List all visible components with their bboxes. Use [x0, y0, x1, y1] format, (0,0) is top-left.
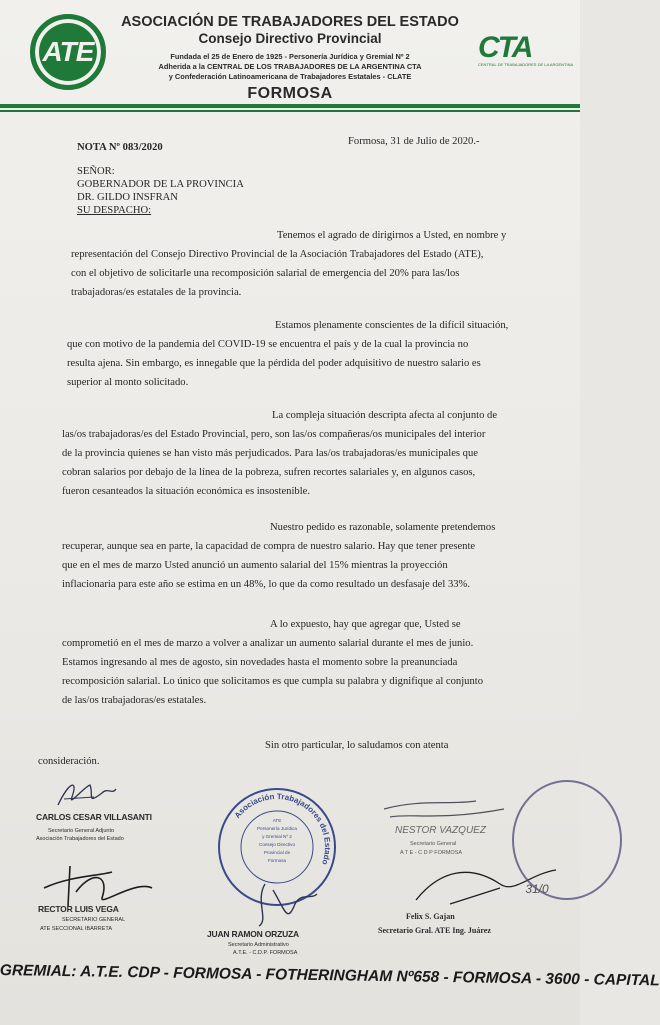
header-rule-thin — [0, 110, 580, 112]
salutation: SEÑOR: — [77, 166, 115, 177]
paragraph-1-line: representación del Consejo Directivo Provincial de la Asociación Trabajadores del Estado (ATE), — [71, 249, 484, 260]
paragraph-3-line: de la provincia quienes se han visto más perjudicados. Para las/os trabajadoras/es municipales que — [62, 448, 478, 459]
paragraph-5-line: comprometió en el mes de marzo a volver a analizar un aumento salarial durante el mes de junio. — [62, 638, 474, 649]
signature-scribble-4 — [225, 880, 325, 930]
stamp-line: Consejo Directivo — [259, 842, 295, 847]
paragraph-2-line: que con motivo de la pandemia del COVID-19 se encuentra el país y de la cual la provincia no — [67, 339, 469, 350]
paragraph-5-line: recomposición salarial. Lo único que solicitamos es que cumpla su palabra y dignifique al conjunto — [62, 676, 483, 687]
signer-1-role: Secretario General Adjunto — [48, 828, 115, 834]
closing-end: consideración. — [38, 756, 100, 767]
recipient-office: SU DESPACHO: — [77, 205, 152, 216]
paragraph-1-line: Tenemos el agrado de dirigirnos a Usted, en nombre y — [277, 230, 507, 241]
paragraph-5-line: de las/os trabajadoras/es estatales. — [62, 695, 207, 706]
paragraph-1-line: con el objetivo de solicitarle una recomposición salarial de emergencia del 20% para las/los — [71, 268, 460, 279]
signer-1-name: CARLOS CESAR VILLASANTI — [36, 812, 152, 822]
paragraph-5-line: A lo expuesto, hay que agregar que, Usted se — [270, 619, 461, 630]
stamp-ring-label: Asociación Trabajadores del Estado — [232, 791, 333, 866]
recipient-name: DR. GILDO INSFRAN — [77, 192, 178, 203]
signer-3-role: SECRETARIO GENERAL — [62, 917, 126, 923]
council-name: Consejo Directivo Provincial — [198, 31, 382, 46]
header-rule-thick — [0, 104, 580, 108]
paragraph-2-line: Estamos plenamente conscientes de la difícil situación, — [275, 320, 509, 331]
stamp-line: y Gremial Nº 2 — [262, 834, 292, 839]
signer-4-role: Secretario Administrativo — [228, 942, 289, 948]
founded-line: Fundada el 25 de Enero de 1925 - Personería Jurídica y Gremial Nº 2 — [170, 52, 410, 61]
signer-1-org: Asociación Trabajadores del Estado — [36, 836, 124, 842]
cta-logo — [478, 31, 574, 74]
organization-name: ASOCIACIÓN DE TRABAJADORES DEL ESTADO — [121, 14, 459, 30]
cta-logo-subtitle: CENTRAL DE TRABAJADORES DE LA ARGENTINA — [478, 62, 574, 67]
stamp-line: Formosa — [267, 858, 287, 863]
signer-3-name: RECTOR LUIS VEGA — [38, 904, 119, 914]
paragraph-4-line: recuperar, aunque sea en parte, la capacidad de compra de nuestro salario. Hay que tener presente — [62, 541, 476, 552]
paragraph-2-line: resulta ajena. Sin embargo, es innegable que la pérdida del poder adquisitivo de nuestro salario es — [67, 358, 481, 369]
signature-scribble-2 — [380, 795, 510, 829]
signer-2-role: Secretario General — [410, 841, 457, 847]
paragraph-3-line: La compleja situación descripta afecta al conjunto de — [272, 410, 498, 421]
city-title: FORMOSA — [247, 85, 333, 102]
paragraph-4-line: Nuestro pedido es razonable, solamente pretendemos — [270, 522, 496, 533]
stamp-line: ATE — [272, 818, 282, 823]
secondary-stamp — [512, 780, 622, 900]
signature-scribble-1 — [50, 775, 120, 813]
signer-2-name: NESTOR VAZQUEZ — [395, 825, 486, 836]
footer-address: GREMIAL: A.T.E. CDP - FORMOSA - FOTHERINGHAM Nº658 - FORMOSA - 3600 - CAPITAL — [0, 962, 660, 990]
ate-logo — [30, 14, 106, 90]
affiliation-line: Adherida a la CENTRAL DE LOS TRABAJADORES DE LA ARGENTINA CTA — [158, 62, 422, 71]
confederation-line: y Confederación Latinoamericana de Trabajadores Estatales - CLATE — [168, 72, 412, 81]
paragraph-3-line: las/os trabajadoras/es del Estado Provincial, pero, son las/os compañeras/os municipales del interior — [62, 429, 486, 440]
stamp-date: 31/0 — [525, 882, 549, 896]
paragraph-4-line: inflacionaria para este año se estima en un 48%, lo que da como resultado un desfasaje del 33%. — [62, 579, 471, 590]
signer-5-role: Secretario Gral. ATE Ing. Juárez — [378, 926, 491, 935]
paragraph-3-line: cobran salarios por debajo de la línea de la pobreza, sufren recortes salariales y, en algunos casos, — [62, 467, 476, 478]
recipient-title: GOBERNADOR DE LA PROVINCIA — [77, 179, 244, 190]
paragraph-5-line: Estamos ingresando al mes de agosto, sin novedades hasta el momento sobre la preanunciada — [62, 657, 458, 668]
closing-line: Sin otro particular, lo saludamos con atenta — [265, 740, 449, 751]
paragraph-3-line: fueron cesanteados la situación económica es insostenible. — [62, 486, 310, 497]
signer-3-org: ATE SECCIONAL IBARRETA — [40, 926, 113, 932]
stamp-line: Personería Jurídica — [257, 826, 297, 831]
signer-4-org: A.T.E. - C.D.P. FORMOSA — [233, 950, 298, 956]
signer-4-name: JUAN RAMON ORZUZA — [207, 929, 299, 939]
signature-scribble-3 — [40, 862, 160, 910]
letter-date: Formosa, 31 de Julio de 2020.- — [348, 136, 480, 147]
paragraph-2-line: superior al monto solicitado. — [67, 377, 189, 388]
cta-logo-text: CTA — [478, 31, 532, 64]
paragraph-1-line: trabajadoras/es estatales de la provincia. — [71, 287, 242, 298]
signer-2-org: A T E - C D P FORMOSA — [400, 850, 463, 856]
stamp-line: Provincial de — [263, 850, 291, 855]
ate-logo-text: ATE — [42, 36, 94, 67]
paragraph-4-line: que en el mes de marzo Usted anunció un aumento salarial del 15% mientras la proyección — [62, 560, 448, 571]
signer-5-name: Felix S. Gajan — [406, 912, 455, 921]
note-number: NOTA Nº 083/2020 — [77, 142, 163, 153]
